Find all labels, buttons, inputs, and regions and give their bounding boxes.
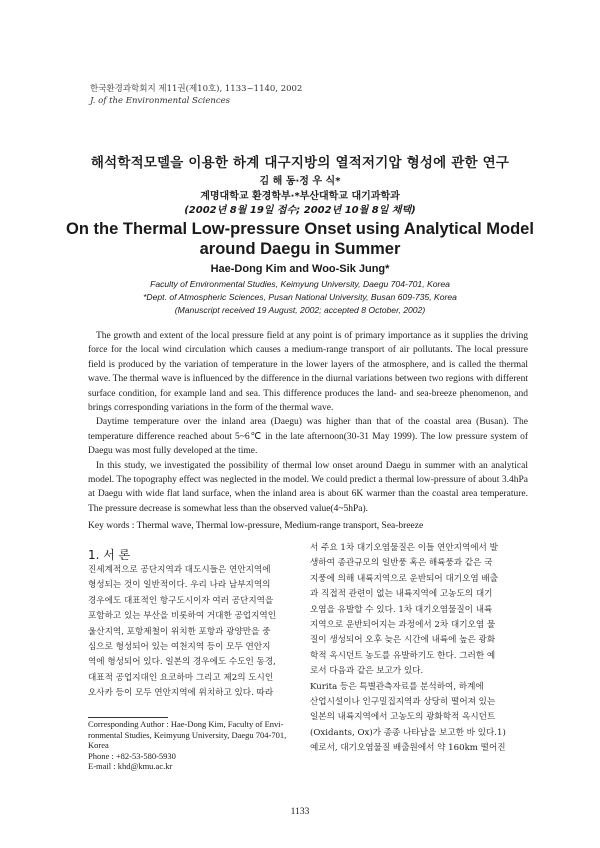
manuscript-dates: (Manuscript received 19 August, 2002; accepted 8 October, 2002) <box>174 305 426 315</box>
right-column-text <box>310 541 506 757</box>
text-line: 지역으로 운반되어지는 과정에서 2차 대기오염 물 <box>310 620 496 631</box>
title-english-line2: around Daegu in Summer <box>199 240 401 258</box>
journal-citation-ko: 한국환경과학회지 제11권(제10호), 1133~1140, 2002 <box>90 84 303 94</box>
title-english-line1: On the Thermal Low-pressure Onset using Analytical Model <box>66 220 534 238</box>
left-column-text <box>88 563 276 702</box>
text-line: 오사카 등이 모두 연안지역에 위치하고 있다. 따라 <box>88 688 274 699</box>
authors-english: Hae-Dong Kim and Woo-Sik Jung* <box>210 263 390 275</box>
text-line: 진세계적으로 공단지역과 대도시들은 연안지역에 <box>88 565 271 575</box>
text-line: 포함하고 있는 부산을 비롯하여 거대한 공업지역인 <box>88 611 276 622</box>
text-line: 경우에도 대표적인 항구도시이자 여러 공단지역을 <box>88 595 274 606</box>
text-line: 심으로 형성되어 있는 여천지역 등이 모두 연안지 <box>88 642 271 653</box>
text-line: 서 주요 1차 대기오염물질은 이들 연안지역에서 발 <box>310 543 498 553</box>
page-number: 1133 <box>290 807 310 817</box>
abstract-paragraph: The growth and extent of the local pressure field at any point is of primary importance as it supplies the driving force for the local wind circulation which causes a medium-range transport of air pollutants. The local pressure field is produced by the variation of temperature in the lower layers of the atmosphere, and is called the thermal wave. The thermal wave is influenced by the difference in the diurnal variations between two regions with different surface condition, for example land and sea. This difference produces the land- and sea-breeze phenomenon, and brings corresponding variations in the form of the thermal wave. <box>88 331 528 414</box>
text-line: (Oxidants, Ox)가 종종 나타남을 보고한 바 있다.1) <box>310 727 506 738</box>
footnote-line: ronmental Studies, Keimyung University, Daegu 704-701, <box>88 729 287 740</box>
keywords: Key words : Thermal wave, Thermal low-pressure, Medium-range transport, Sea-breeze <box>88 521 424 531</box>
text-line: 울산지역, 포항제철이 위치한 포항과 광양만을 중 <box>88 626 271 637</box>
text-line: 과 직접적 관련이 없는 내륙지역에 고농도의 대기 <box>310 589 493 600</box>
text-line: 역에 형성되어 있다. 일본의 경우에도 수도인 동경, <box>88 657 276 668</box>
text-line: 산업시설이나 인구밀집지역과 상당히 떨어져 있는 <box>310 697 496 708</box>
footnote-line: Korea <box>88 740 109 751</box>
title-korean: 해석학적모델을 이용한 하계 대구지방의 열적저기압 형성에 관한 연구 <box>90 155 510 171</box>
dates-korean: (2002년 8월 19일 접수; 2002년 10월 8일 채택) <box>184 205 416 216</box>
authors-korean: 김 해 동·정 우 식* <box>259 176 341 187</box>
text-line: 생하여 종관규모의 일반풍 혹은 해륙풍과 같은 국 <box>310 558 493 569</box>
title-english <box>0 219 600 259</box>
text-line: 예로서, 대기오염물질 배출원에서 약 160km 떨어진 <box>310 743 506 754</box>
corresponding-author-footnote <box>88 719 286 772</box>
journal-name-en: J. of the Environmental Sciences <box>90 96 231 106</box>
affiliation-english-2: *Dept. of Atmospheric Sciences, Pusan National University, Busan 609-735, Korea <box>143 292 457 302</box>
text-line: 로서 다음과 같은 보고가 있다. <box>310 666 424 677</box>
footnote-divider <box>88 717 168 718</box>
text-line: 대표적 공업지대인 요코하마 그리고 제2의 도시인 <box>88 672 274 683</box>
footnote-phone: Phone : +82-53-580-5930 <box>88 750 176 761</box>
text-line: Kurita 등은 특별관측자료를 분석하여, 하계에 <box>310 681 484 692</box>
text-line: 질이 생성되어 오후 늦은 시간에 내륙에 높은 광화 <box>310 635 496 646</box>
abstract <box>88 329 528 516</box>
abstract-paragraph: In this study, we investigated the possibility of thermal low onset around Daegu in summer with an analytical model. The topography effect was neglected in the model. We could predict a thermal low-pressure of about 3.4hPa at Daegu with wide flat land surface, when the inland area is about 6K warmer than the coastal area temperature. The pressure decrease is somewhat less than the observed value(4~5hPa). <box>88 460 528 514</box>
abstract-paragraph: Daytime temperature over the inland area (Daegu) was higher than that of the coastal area (Busan). The temperature difference reached about 5~6℃ in the late afternoon(30-31 May 1999). The low pressure system of Daegu was most fully developed at the time. <box>88 417 528 457</box>
affiliation-english-1: Faculty of Environmental Studies, Keimyung University, Daegu 704-701, Korea <box>150 279 450 289</box>
section-heading-introduction: 1. 서 론 <box>88 548 131 562</box>
text-line: 지풍에 의해 내륙지역으로 운반되어 대기오염 배출 <box>310 573 498 584</box>
affiliation-korean: 계명대학교 환경학부·*부산대학교 대기과학과 <box>200 191 400 202</box>
footnote-email: E-mail : khd@kmu.ac.kr <box>88 761 173 772</box>
text-line: 형성되는 것이 일반적이다. 우리 나라 남부지역의 <box>88 580 271 591</box>
text-line: 일본의 내륙지역에서 고농도의 광화학적 옥시던트 <box>310 712 496 723</box>
footnote-line: Corresponding Author : Hae-Dong Kim, Faculty of Envi- <box>88 719 284 729</box>
text-line: 학적 옥시던트 농도를 유발하기도 한다. 그러한 예 <box>310 650 496 661</box>
text-line: 오염을 유발할 수 있다. 1차 대기오염물질이 내륙 <box>310 604 493 615</box>
